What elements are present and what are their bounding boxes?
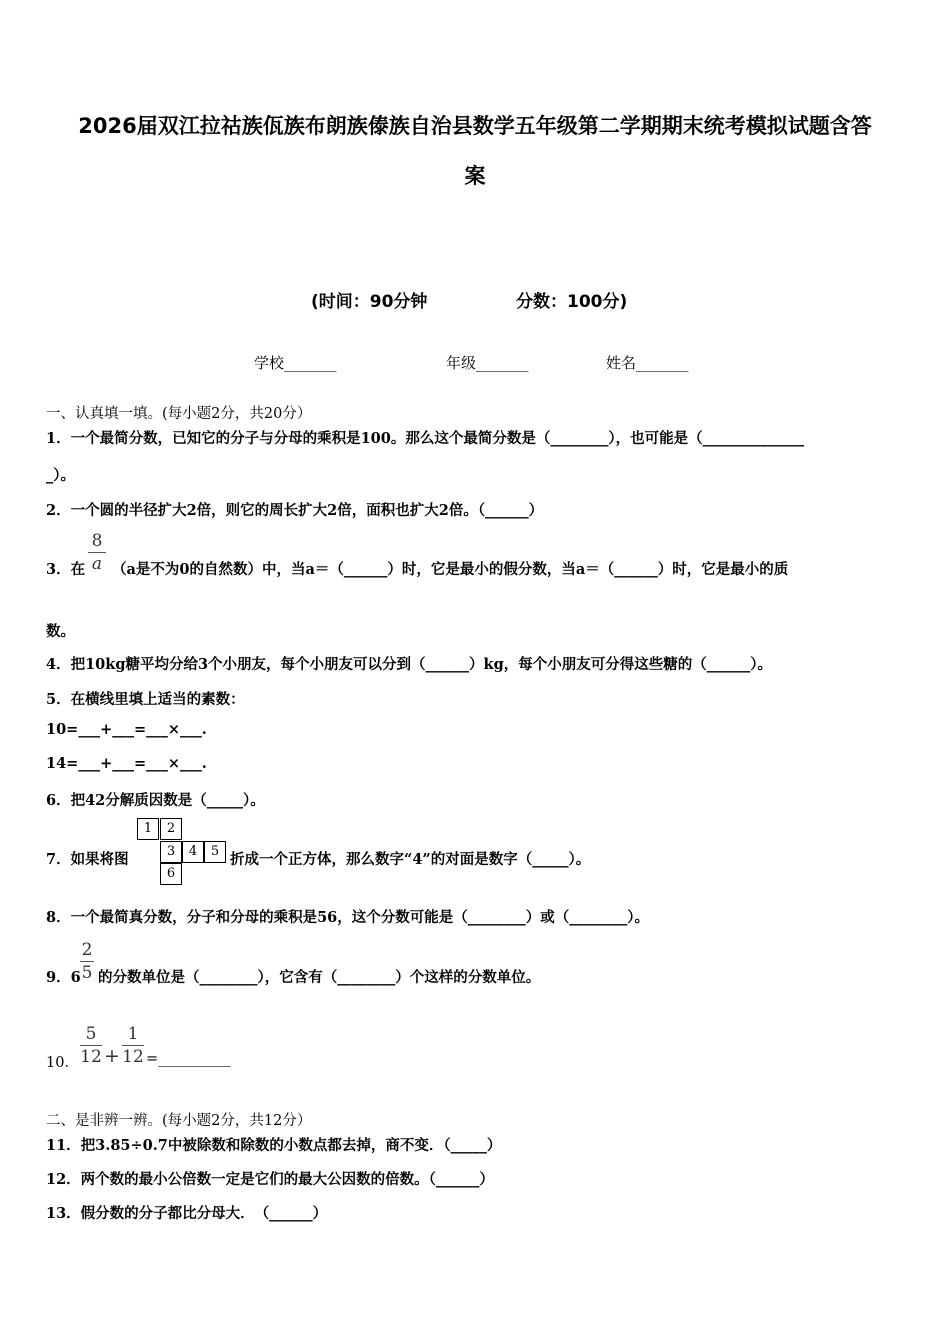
question-3-cont: 数。	[46, 623, 75, 640]
question-1: 1．一个最简分数，已知它的分子与分母的乘积是100。那么这个最简分数是（________），也可能是（______________	[46, 430, 805, 447]
question-6: 6．把42分解质因数是（_____）。	[46, 792, 265, 809]
grade-field: 年级_______	[446, 354, 529, 372]
question-12: 12．两个数的最小公倍数一定是它们的最大公因数的倍数。（______）	[46, 1171, 494, 1188]
question-7: 折成一个正方体，那么数字“4”的对面是数字（_____）。	[230, 851, 591, 868]
fraction-bar	[88, 552, 106, 553]
time-info: (时间：90分钟	[311, 292, 428, 312]
fraction-denominator: a	[91, 554, 103, 574]
fraction-bar	[80, 1045, 102, 1046]
fraction-denominator: 12	[122, 1047, 144, 1067]
question-5-line-2: 14=___+___=___×___.	[46, 755, 207, 772]
fraction-numerator: 5	[85, 1024, 97, 1044]
fraction-numerator: 8	[91, 531, 103, 551]
fraction-numerator: 2	[81, 940, 93, 960]
question-4: 4．把10kg糖平均分给3个小朋友，每个小朋友可以分到（______）kg，每个小朋友可分得这些糖的（______）。	[46, 656, 772, 673]
question-1-cont: _）。	[46, 467, 75, 484]
fraction-denominator: 12	[80, 1047, 102, 1067]
cube-net-figure	[137, 818, 237, 888]
question-9: 的分数单位是（________），它含有（________）个这样的分数单位。	[98, 969, 541, 986]
fraction-denominator: 5	[81, 963, 93, 983]
section-1-heading: 一、认真填一填。(每小题2分，共20分）	[46, 406, 312, 422]
exam-title-line1: 2026届双江拉祜族佤族布朗族傣族自治县数学五年级第二学期期末统考模拟试题含答	[78, 114, 872, 138]
fraction-numerator: 1	[127, 1024, 139, 1044]
fraction-1-over-12	[122, 1024, 144, 1067]
net-cell-2: 2	[160, 818, 182, 840]
net-cell-6: 6	[160, 863, 182, 885]
question-5: 5．在横线里填上适当的素数：	[46, 691, 245, 708]
fraction-8-over-a	[88, 531, 106, 574]
question-7-prefix: 7．如果将图	[46, 851, 129, 868]
exam-title-line2: 案	[464, 164, 486, 188]
question-11: 11．把3.85÷0.7中被除数和除数的小数点都去掉，商不变．（_____）	[46, 1137, 502, 1154]
name-field: 姓名_______	[606, 354, 689, 372]
question-8: 8．一个最简真分数，分子和分母的乘积是56，这个分数可能是（________）或（________）。	[46, 909, 650, 926]
question-3-prefix: 3．在	[46, 561, 86, 578]
fraction-2-over-5	[80, 940, 94, 983]
question-10-prefix: 10．	[46, 1055, 79, 1071]
fraction-5-over-12	[80, 1024, 102, 1067]
net-cell-3: 3	[160, 841, 182, 863]
fraction-bar	[80, 961, 94, 962]
plus-sign: +	[104, 1045, 120, 1067]
question-3: （a是不为0的自然数）中，当a＝（______）时，它是最小的假分数，当a＝（______）时，它是最小的质	[112, 561, 789, 578]
fraction-bar	[122, 1045, 144, 1046]
question-10-answer-line: =__________	[146, 1051, 231, 1067]
question-2: 2．一个圆的半径扩大2倍，则它的周长扩大2倍，面积也扩大2倍。（______）	[46, 502, 544, 519]
question-13: 13．假分数的分子都比分母大． （______）	[46, 1205, 328, 1222]
net-cell-1: 1	[137, 818, 159, 840]
school-field: 学校_______	[254, 354, 337, 372]
score-info: 分数：100分)	[516, 292, 628, 312]
net-cell-4: 4	[182, 841, 204, 863]
net-cell-5: 5	[204, 841, 226, 863]
section-2-heading: 二、是非辨一辨。(每小题2分，共12分）	[46, 1113, 312, 1129]
question-9-prefix: 9．6	[46, 969, 81, 986]
question-5-line-1: 10=___+___=___×___.	[46, 721, 207, 738]
